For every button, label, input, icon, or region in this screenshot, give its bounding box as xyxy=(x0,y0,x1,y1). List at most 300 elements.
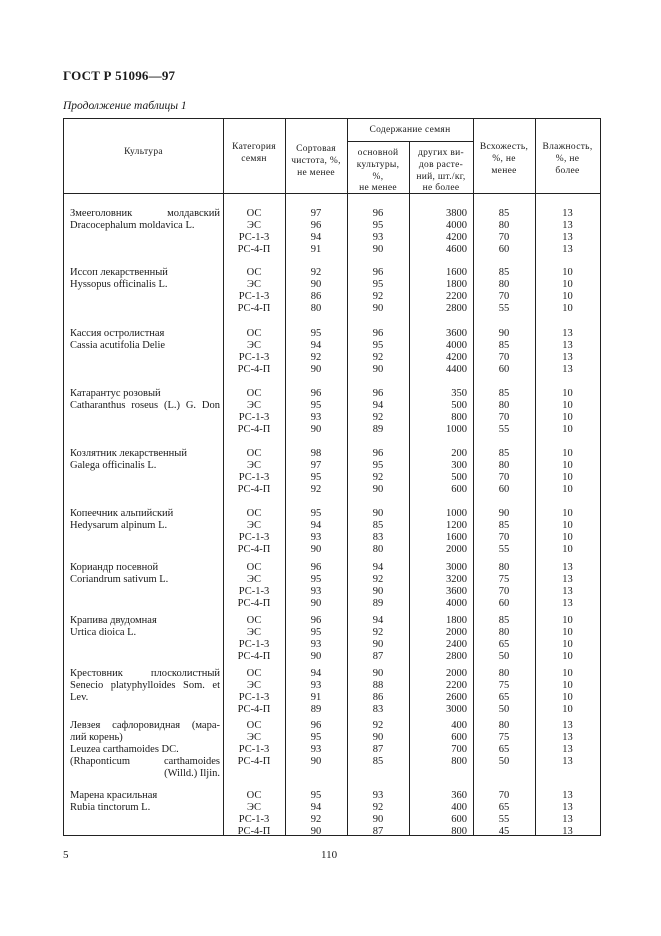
purity-cell: 93 xyxy=(310,586,322,597)
main-culture-cell: 89 xyxy=(372,424,384,435)
other-species-cell: 1600 xyxy=(446,532,467,543)
moisture-cell: 13 xyxy=(562,598,573,609)
table-row xyxy=(64,388,600,436)
germination-cell: 80 xyxy=(498,400,510,411)
germination-cell: 60 xyxy=(498,598,510,609)
category-cell: РС-4-П xyxy=(237,303,271,314)
germination-cell: 80 xyxy=(498,627,510,638)
category-subrow xyxy=(64,651,600,663)
other-species-cell: 3600 xyxy=(446,328,467,339)
moisture-cell: 10 xyxy=(562,279,573,290)
category-subrow xyxy=(64,508,600,520)
other-species-cell: 350 xyxy=(451,388,467,399)
culture-name-line: Leuzea carthamoides DC. xyxy=(70,744,179,755)
main-culture-cell: 95 xyxy=(372,279,384,290)
header-category xyxy=(223,142,285,166)
category-subrow xyxy=(64,826,600,838)
culture-name-line: Крестовник плосколистный xyxy=(70,668,220,679)
purity-cell: 93 xyxy=(310,639,322,650)
category-cell: ОС xyxy=(246,562,262,573)
category-subrow xyxy=(64,340,600,352)
category-subrow xyxy=(64,639,600,651)
moisture-cell: 13 xyxy=(562,814,573,825)
category-subrow xyxy=(64,598,600,610)
header-line: %, xyxy=(372,171,384,182)
category-cell: РС-1-3 xyxy=(238,291,270,302)
category-subrow xyxy=(64,424,600,436)
category-cell: ОС xyxy=(246,615,262,626)
category-cell: РС-4-П xyxy=(237,364,271,375)
germination-cell: 90 xyxy=(498,508,510,519)
moisture-cell: 10 xyxy=(562,388,573,399)
moisture-cell: 13 xyxy=(562,744,573,755)
purity-cell: 90 xyxy=(310,756,322,767)
germination-cell: 85 xyxy=(498,388,510,399)
moisture-cell: 10 xyxy=(562,615,573,626)
category-subrow xyxy=(64,279,600,291)
category-subrow xyxy=(64,352,600,364)
culture-name-line: Catharanthus roseus (L.) G. Don xyxy=(70,400,220,411)
germination-cell: 50 xyxy=(498,704,510,715)
moisture-cell: 10 xyxy=(562,484,573,495)
main-culture-cell: 93 xyxy=(372,232,384,243)
category-subrow xyxy=(64,692,600,704)
header-line: не менее xyxy=(297,167,335,178)
category-subrow xyxy=(64,802,600,814)
other-species-cell: 3000 xyxy=(446,704,467,715)
category-subrow xyxy=(64,232,600,244)
moisture-cell: 13 xyxy=(562,562,573,573)
purity-cell: 91 xyxy=(310,244,322,255)
moisture-cell: 13 xyxy=(562,574,573,585)
germination-cell: 45 xyxy=(498,826,510,837)
header-line: не менее xyxy=(359,183,397,194)
moisture-cell: 10 xyxy=(562,532,573,543)
other-species-cell: 500 xyxy=(451,472,467,483)
culture-name-line: Иссоп лекарственный xyxy=(70,267,168,278)
category-subrow xyxy=(64,484,600,496)
purity-cell: 90 xyxy=(310,651,322,662)
moisture-cell: 10 xyxy=(562,291,573,302)
category-subrow xyxy=(64,208,600,220)
germination-cell: 75 xyxy=(498,680,510,691)
main-culture-cell: 96 xyxy=(372,448,384,459)
category-subrow xyxy=(64,303,600,315)
moisture-cell: 13 xyxy=(562,586,573,597)
category-subrow xyxy=(64,267,600,279)
germination-cell: 85 xyxy=(498,520,510,531)
germination-cell: 50 xyxy=(498,651,510,662)
category-subrow xyxy=(64,412,600,424)
main-culture-cell: 90 xyxy=(372,814,384,825)
main-culture-cell: 90 xyxy=(372,303,384,314)
category-cell: РС-1-3 xyxy=(238,232,270,243)
category-subrow xyxy=(64,472,600,484)
main-culture-cell: 89 xyxy=(372,598,384,609)
other-species-cell: 500 xyxy=(451,400,467,411)
other-species-cell: 3200 xyxy=(446,574,467,585)
purity-cell: 95 xyxy=(310,732,322,743)
culture-name-line: Lev. xyxy=(70,692,89,703)
page-number-center: 110 xyxy=(321,849,338,861)
header-line: Содержание семян xyxy=(369,125,451,135)
category-subrow xyxy=(64,532,600,544)
category-cell: ЭС xyxy=(247,680,261,691)
purity-cell: 90 xyxy=(310,279,322,290)
category-subrow xyxy=(64,460,600,472)
category-subrow xyxy=(64,680,600,692)
main-culture-cell: 95 xyxy=(372,340,384,351)
germination-cell: 75 xyxy=(498,574,510,585)
culture-name-line: Левзея сафлоровидная (мара- xyxy=(70,720,220,731)
category-cell: РС-4-П xyxy=(237,826,271,837)
header-culture xyxy=(64,147,223,159)
purity-cell: 96 xyxy=(310,615,322,626)
main-culture-cell: 92 xyxy=(372,720,384,731)
main-culture-cell: 90 xyxy=(372,668,384,679)
header-line: менее xyxy=(491,165,517,176)
other-species-cell: 600 xyxy=(451,814,467,825)
germination-cell: 85 xyxy=(498,340,510,351)
purity-cell: 96 xyxy=(310,220,322,231)
moisture-cell: 10 xyxy=(562,448,573,459)
table-continuation-caption: Продолжение таблицы 1 xyxy=(63,100,187,112)
category-cell: РС-4-П xyxy=(237,704,271,715)
table-row xyxy=(64,790,600,838)
culture-name-line: Кассия остролистная xyxy=(70,328,165,339)
culture-name-line: (Willd.) Iljin. xyxy=(164,768,220,779)
category-subrow xyxy=(64,400,600,412)
culture-name-line: Senecio platyphylloides Som. et xyxy=(70,680,220,691)
category-cell: ОС xyxy=(246,790,262,801)
header-line: Влажность, xyxy=(542,142,593,152)
header-line: Культура xyxy=(124,147,163,157)
other-species-cell: 1200 xyxy=(446,520,467,531)
category-cell: РС-1-3 xyxy=(238,472,270,483)
category-subrow xyxy=(64,544,600,556)
purity-cell: 90 xyxy=(310,826,322,837)
header-purity xyxy=(285,144,347,179)
germination-cell: 80 xyxy=(498,668,510,679)
other-species-cell: 2800 xyxy=(446,651,467,662)
germination-cell: 65 xyxy=(498,802,510,813)
moisture-cell: 13 xyxy=(562,352,573,363)
table-row xyxy=(64,668,600,716)
purity-cell: 92 xyxy=(310,814,322,825)
germination-cell: 80 xyxy=(498,220,510,231)
main-culture-cell: 85 xyxy=(372,520,384,531)
purity-cell: 80 xyxy=(310,303,322,314)
header-line: культуры, xyxy=(356,159,400,170)
header-line: не более xyxy=(422,183,460,194)
purity-cell: 95 xyxy=(310,627,322,638)
purity-cell: 86 xyxy=(310,291,322,302)
other-species-cell: 3600 xyxy=(446,586,467,597)
main-culture-cell: 86 xyxy=(372,692,384,703)
purity-cell: 93 xyxy=(310,412,322,423)
main-culture-cell: 92 xyxy=(372,802,384,813)
seed-standards-table xyxy=(63,118,601,836)
other-species-cell: 1800 xyxy=(446,279,467,290)
category-cell: ЭС xyxy=(247,520,261,531)
header-bottom-rule xyxy=(64,193,600,194)
category-subrow xyxy=(64,790,600,802)
other-species-cell: 2200 xyxy=(446,291,467,302)
other-species-cell: 1000 xyxy=(446,508,467,519)
main-culture-cell: 92 xyxy=(372,352,384,363)
purity-cell: 95 xyxy=(310,790,322,801)
moisture-cell: 13 xyxy=(562,208,573,219)
purity-cell: 97 xyxy=(310,460,322,471)
category-subrow xyxy=(64,704,600,716)
purity-cell: 89 xyxy=(310,704,322,715)
category-cell: РС-1-3 xyxy=(238,814,270,825)
moisture-cell: 10 xyxy=(562,400,573,411)
moisture-cell: 10 xyxy=(562,424,573,435)
moisture-cell: 13 xyxy=(562,340,573,351)
main-culture-cell: 96 xyxy=(372,388,384,399)
other-species-cell: 4200 xyxy=(446,352,467,363)
main-culture-cell: 80 xyxy=(372,544,384,555)
culture-name-line: Galega officinalis L. xyxy=(70,460,157,471)
purity-cell: 96 xyxy=(310,562,322,573)
main-culture-cell: 90 xyxy=(372,732,384,743)
purity-cell: 95 xyxy=(310,400,322,411)
main-culture-cell: 90 xyxy=(372,484,384,495)
category-cell: ЭС xyxy=(247,340,261,351)
other-species-cell: 700 xyxy=(451,744,467,755)
germination-cell: 75 xyxy=(498,732,510,743)
moisture-cell: 10 xyxy=(562,508,573,519)
category-cell: ОС xyxy=(246,448,262,459)
germination-cell: 65 xyxy=(498,744,510,755)
main-culture-cell: 92 xyxy=(372,412,384,423)
other-species-cell: 360 xyxy=(451,790,467,801)
moisture-cell: 13 xyxy=(562,732,573,743)
category-cell: ЭС xyxy=(247,732,261,743)
other-species-cell: 2200 xyxy=(446,680,467,691)
culture-name-line: Coriandrum sativum L. xyxy=(70,574,169,585)
main-culture-cell: 94 xyxy=(372,615,384,626)
other-species-cell: 2600 xyxy=(446,692,467,703)
moisture-cell: 13 xyxy=(562,364,573,375)
germination-cell: 70 xyxy=(498,412,510,423)
purity-cell: 97 xyxy=(310,208,322,219)
germination-cell: 70 xyxy=(498,472,510,483)
purity-cell: 94 xyxy=(310,232,322,243)
main-culture-cell: 92 xyxy=(372,627,384,638)
category-cell: РС-1-3 xyxy=(238,586,270,597)
table-row xyxy=(64,562,600,610)
culture-name-line: Марена красильная xyxy=(70,790,158,801)
category-cell: ЭС xyxy=(247,627,261,638)
main-culture-cell: 94 xyxy=(372,562,384,573)
category-subrow xyxy=(64,814,600,826)
category-subrow xyxy=(64,615,600,627)
category-subrow xyxy=(64,388,600,400)
moisture-cell: 10 xyxy=(562,651,573,662)
germination-cell: 70 xyxy=(498,586,510,597)
purity-cell: 90 xyxy=(310,364,322,375)
category-cell: ОС xyxy=(246,267,262,278)
germination-cell: 70 xyxy=(498,291,510,302)
moisture-cell: 10 xyxy=(562,520,573,531)
other-species-cell: 800 xyxy=(451,826,467,837)
header-seed-content xyxy=(347,125,473,137)
germination-cell: 70 xyxy=(498,790,510,801)
germination-cell: 60 xyxy=(498,244,510,255)
main-culture-cell: 87 xyxy=(372,744,384,755)
category-cell: РС-1-3 xyxy=(238,692,270,703)
purity-cell: 93 xyxy=(310,680,322,691)
main-culture-cell: 85 xyxy=(372,756,384,767)
category-cell: РС-4-П xyxy=(237,424,271,435)
germination-cell: 55 xyxy=(498,424,510,435)
main-culture-cell: 92 xyxy=(372,574,384,585)
table-row xyxy=(64,615,600,663)
purity-cell: 95 xyxy=(310,508,322,519)
other-species-cell: 800 xyxy=(451,412,467,423)
other-species-cell: 800 xyxy=(451,756,467,767)
header-line: чистота, %, xyxy=(291,155,341,166)
moisture-cell: 13 xyxy=(562,826,573,837)
culture-name-line: Hyssopus officinalis L. xyxy=(70,279,168,290)
moisture-cell: 13 xyxy=(562,220,573,231)
category-subrow xyxy=(64,586,600,598)
header-germination xyxy=(473,142,535,177)
other-species-cell: 400 xyxy=(451,802,467,813)
main-culture-cell: 95 xyxy=(372,220,384,231)
category-cell: ЭС xyxy=(247,400,261,411)
category-cell: РС-4-П xyxy=(237,598,271,609)
category-cell: ЭС xyxy=(247,220,261,231)
other-species-cell: 600 xyxy=(451,732,467,743)
main-culture-cell: 96 xyxy=(372,267,384,278)
purity-cell: 92 xyxy=(310,267,322,278)
purity-cell: 92 xyxy=(310,484,322,495)
table-row xyxy=(64,208,600,256)
category-subrow xyxy=(64,328,600,340)
moisture-cell: 10 xyxy=(562,303,573,314)
category-cell: РС-4-П xyxy=(237,544,271,555)
purity-cell: 94 xyxy=(310,520,322,531)
other-species-cell: 4000 xyxy=(446,340,467,351)
category-cell: ОС xyxy=(246,328,262,339)
category-subrow xyxy=(64,574,600,586)
germination-cell: 80 xyxy=(498,279,510,290)
category-cell: ЭС xyxy=(247,802,261,813)
category-subrow xyxy=(64,520,600,532)
header-line: дов расте- xyxy=(418,159,464,170)
category-subrow xyxy=(64,720,600,732)
category-subrow xyxy=(64,291,600,303)
category-subrow xyxy=(64,364,600,376)
culture-name-line: лий корень) xyxy=(70,732,123,743)
header-moisture xyxy=(535,142,600,177)
moisture-cell: 10 xyxy=(562,472,573,483)
germination-cell: 80 xyxy=(498,720,510,731)
other-species-cell: 200 xyxy=(451,448,467,459)
germination-cell: 65 xyxy=(498,692,510,703)
category-subrow xyxy=(64,627,600,639)
main-culture-cell: 95 xyxy=(372,460,384,471)
purity-cell: 93 xyxy=(310,532,322,543)
moisture-cell: 10 xyxy=(562,680,573,691)
moisture-cell: 10 xyxy=(562,267,573,278)
culture-name-line: Копеечник альпийский xyxy=(70,508,174,519)
purity-cell: 94 xyxy=(310,340,322,351)
purity-cell: 96 xyxy=(310,720,322,731)
other-species-cell: 1000 xyxy=(446,424,467,435)
table-row xyxy=(64,328,600,376)
header-line: %, не xyxy=(555,153,580,164)
moisture-cell: 13 xyxy=(562,790,573,801)
category-subrow xyxy=(64,220,600,232)
header-other-species xyxy=(409,148,473,195)
category-cell: РС-1-3 xyxy=(238,639,270,650)
other-species-cell: 1600 xyxy=(446,267,467,278)
moisture-cell: 10 xyxy=(562,639,573,650)
document-header: ГОСТ Р 51096—97 xyxy=(63,68,176,83)
header-line: основной xyxy=(357,148,399,158)
header-line: семян xyxy=(241,153,267,164)
header-line: более xyxy=(555,165,580,176)
category-cell: ОС xyxy=(246,720,262,731)
main-culture-cell: 92 xyxy=(372,472,384,483)
category-cell: РС-4-П xyxy=(237,244,271,255)
moisture-cell: 13 xyxy=(562,232,573,243)
header-line: Сортовая xyxy=(296,144,336,154)
header-subdivider xyxy=(347,141,473,142)
moisture-cell: 10 xyxy=(562,668,573,679)
other-species-cell: 4000 xyxy=(446,220,467,231)
purity-cell: 94 xyxy=(310,802,322,813)
main-culture-cell: 96 xyxy=(372,328,384,339)
table-row xyxy=(64,267,600,315)
purity-cell: 91 xyxy=(310,692,322,703)
other-species-cell: 4600 xyxy=(446,244,467,255)
germination-cell: 55 xyxy=(498,303,510,314)
purity-cell: 92 xyxy=(310,352,322,363)
other-species-cell: 4200 xyxy=(446,232,467,243)
culture-name-line: Hedysarum alpinum L. xyxy=(70,520,168,531)
other-species-cell: 4400 xyxy=(446,364,467,375)
purity-cell: 95 xyxy=(310,328,322,339)
main-culture-cell: 90 xyxy=(372,244,384,255)
other-species-cell: 3800 xyxy=(446,208,467,219)
germination-cell: 70 xyxy=(498,232,510,243)
main-culture-cell: 90 xyxy=(372,364,384,375)
germination-cell: 85 xyxy=(498,615,510,626)
other-species-cell: 2000 xyxy=(446,668,467,679)
moisture-cell: 10 xyxy=(562,627,573,638)
germination-cell: 90 xyxy=(498,328,510,339)
other-species-cell: 400 xyxy=(451,720,467,731)
moisture-cell: 10 xyxy=(562,412,573,423)
culture-name-line: Змееголовник молдавский xyxy=(70,208,220,219)
purity-cell: 90 xyxy=(310,598,322,609)
category-cell: РС-1-3 xyxy=(238,532,270,543)
purity-cell: 93 xyxy=(310,744,322,755)
table-row xyxy=(64,508,600,556)
germination-cell: 60 xyxy=(498,484,510,495)
main-culture-cell: 90 xyxy=(372,508,384,519)
main-culture-cell: 83 xyxy=(372,704,384,715)
main-culture-cell: 93 xyxy=(372,790,384,801)
category-cell: РС-4-П xyxy=(237,484,271,495)
germination-cell: 55 xyxy=(498,544,510,555)
purity-cell: 90 xyxy=(310,544,322,555)
